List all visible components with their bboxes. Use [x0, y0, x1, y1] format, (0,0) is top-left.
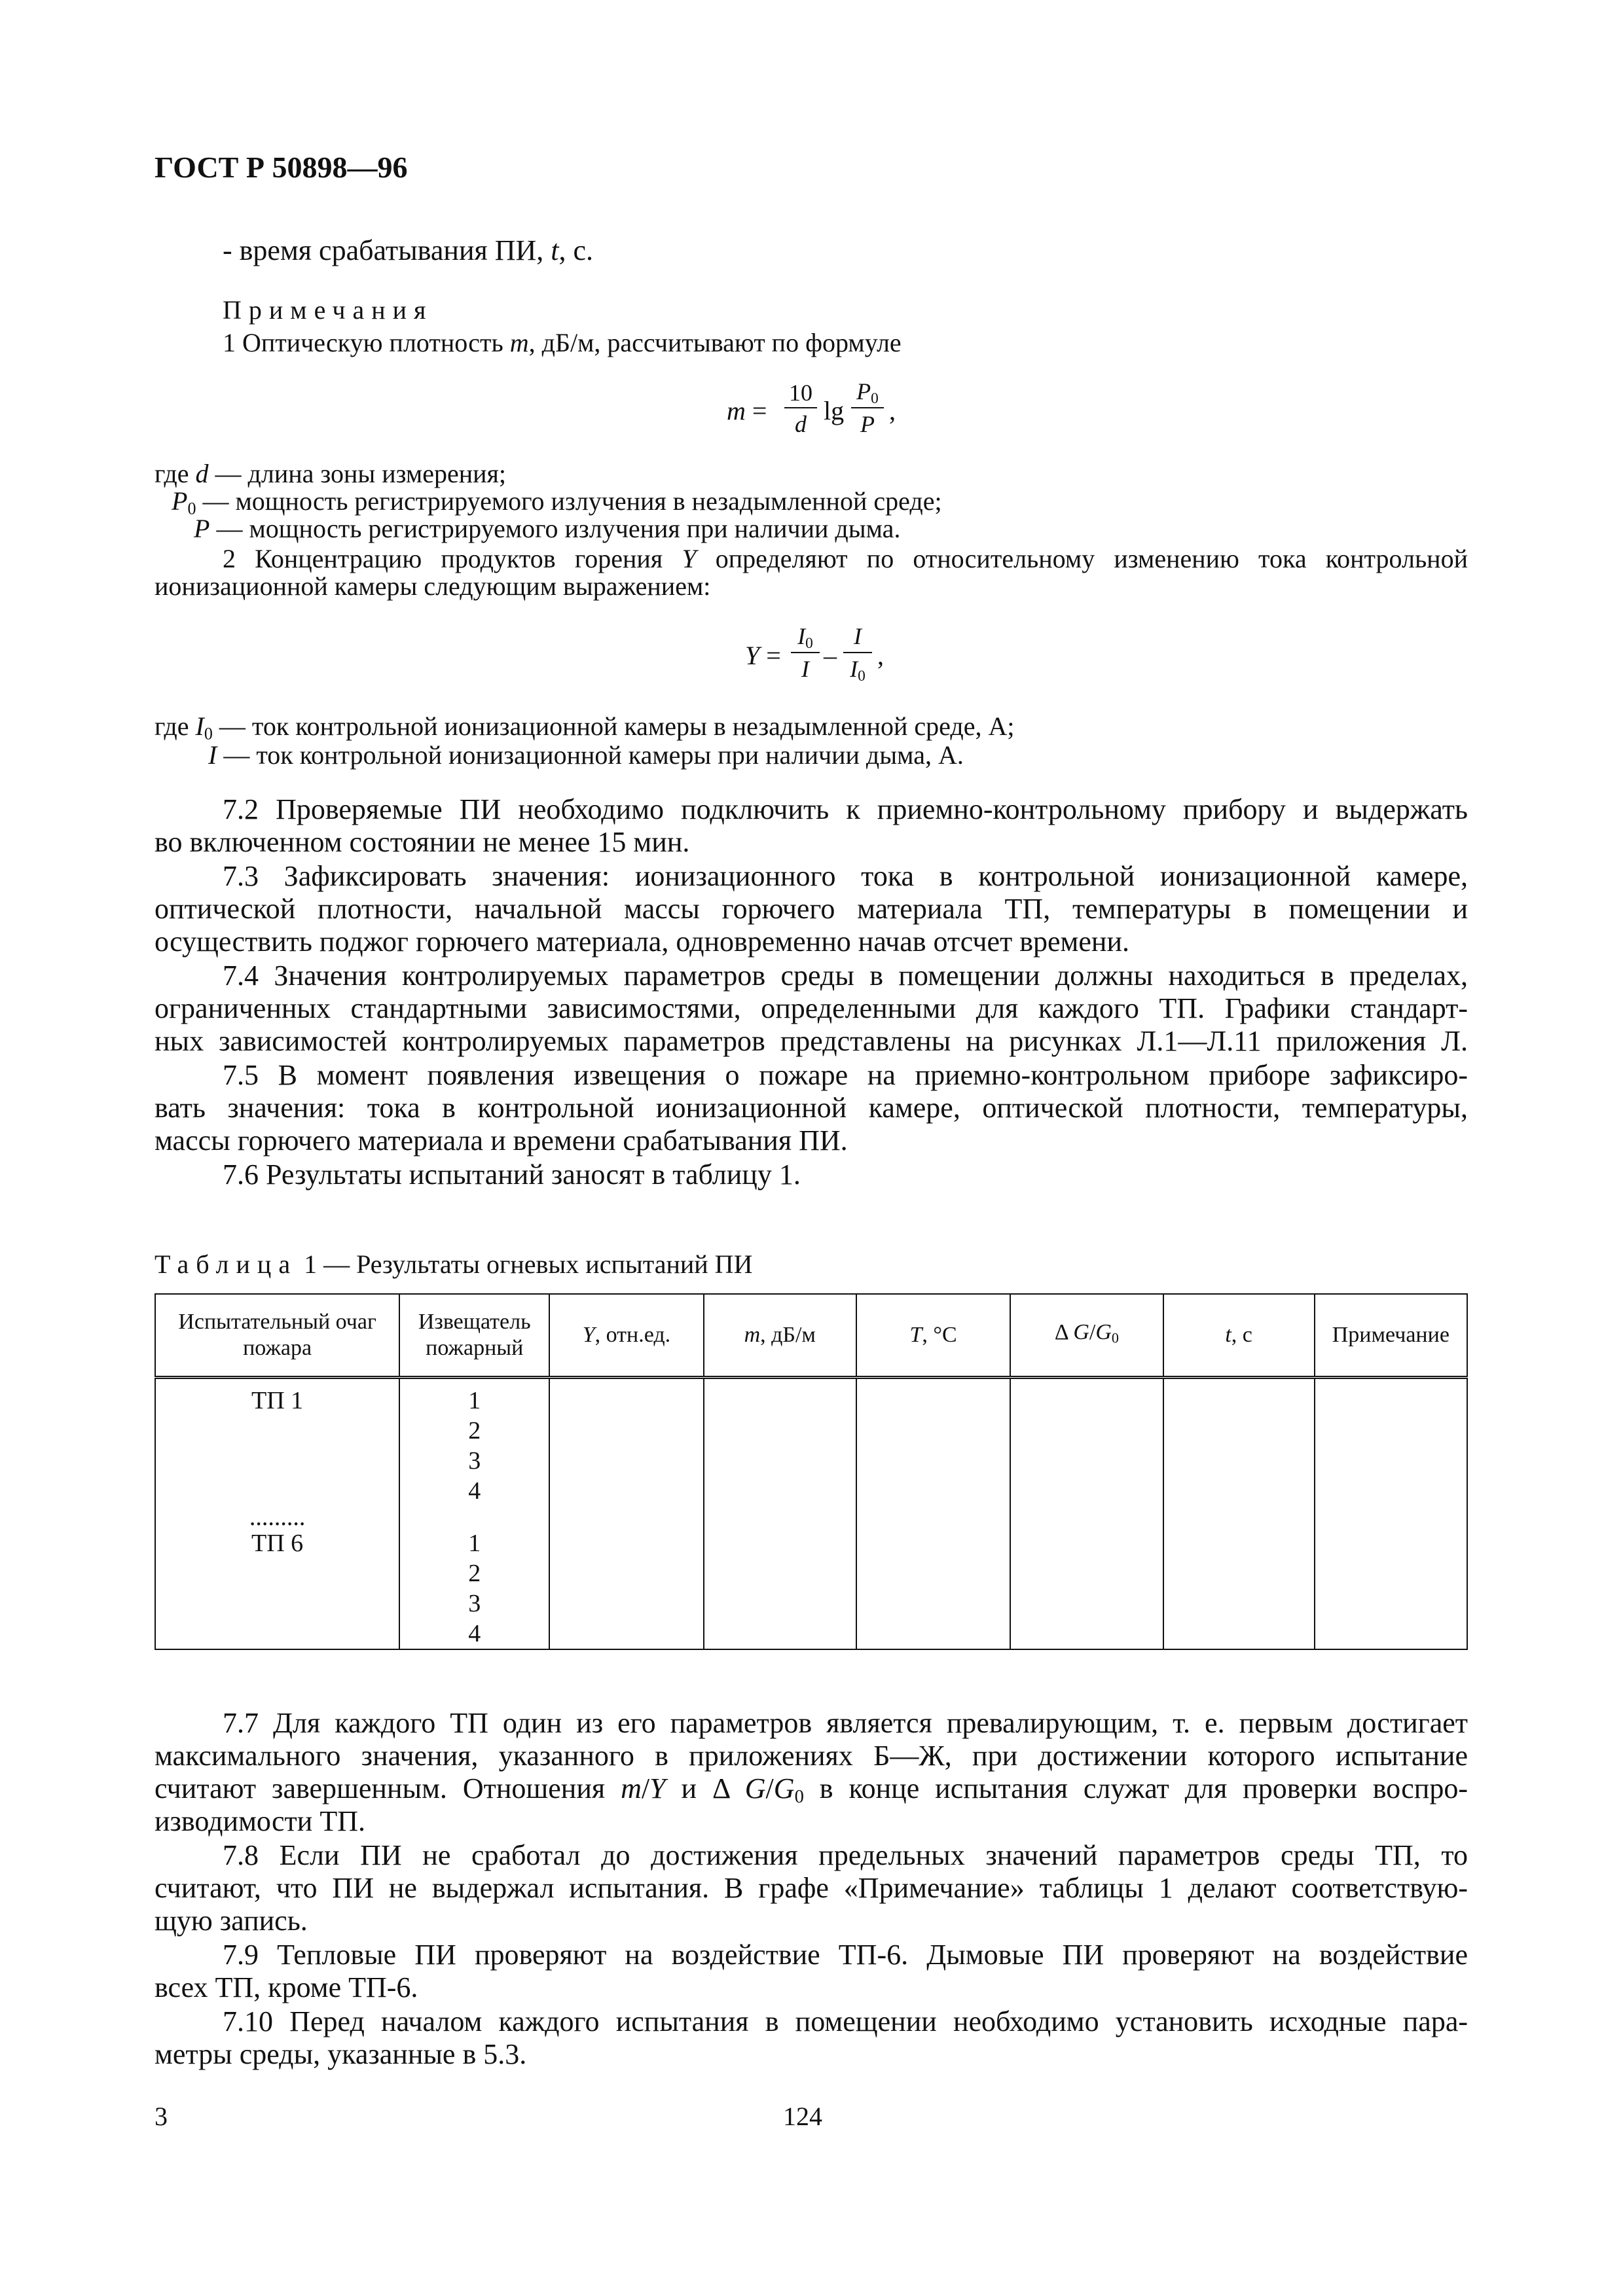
empty-cell: [549, 1378, 703, 1650]
where-p: P — мощность регистрируемого излучения при наличии дыма.: [194, 514, 901, 543]
table-caption: Таблица 1 — Результаты огневых испытаний ПИ: [155, 1249, 753, 1279]
para-7-8-line-1: 7.8 Если ПИ не сработал до достижения предельных значений параметров среды ТП, то: [223, 1839, 1468, 1871]
empty-cell: [856, 1378, 1010, 1650]
header-detector: Извещатель пожарный: [399, 1294, 549, 1378]
para-7-3-line-3: осуществить поджог горючего материала, одновременно начав отсчет времени.: [155, 925, 1130, 958]
para-7-10-line-1: 7.10 Перед началом каждого испытания в помещении необходимо установить исходные пара-: [223, 2005, 1468, 2037]
where-i0: где $I_0$ — ток контрольной ионизационной камеры в незадымленной среде, А;: [155, 711, 1015, 744]
para-7-5-line-1: 7.5 В момент появления извещения о пожаре на приемно-контрольном приборе зафиксиро-: [223, 1059, 1468, 1091]
para-7-4-line-3: ных зависимостей контролируемых параметров представлены на рисунках Л.1—Л.11 приложения Л.: [155, 1025, 1468, 1057]
header-note: Примечание: [1315, 1294, 1467, 1378]
note-2-line-2: ионизационной камеры следующим выражением:: [155, 571, 711, 601]
notes-heading: Примечания: [223, 295, 433, 325]
empty-cell: [1163, 1378, 1315, 1650]
para-7-2-line-2: во включенном состоянии не менее 15 мин.: [155, 826, 690, 858]
para-7-5-line-2: вать значения: тока в контрольной ионизационной камере, оптической плотности, температуры,: [155, 1092, 1468, 1124]
para-7-10-line-2: метры среды, указанные в 5.3.: [155, 2038, 527, 2070]
para-7-5-line-3: массы горючего материала и времени срабатывания ПИ.: [155, 1124, 848, 1157]
intro-line: - время срабатывания ПИ, t, с.: [223, 234, 594, 266]
para-7-3-line-2: оптической плотности, начальной массы горючего материала ТП, температуры в помещении и: [155, 893, 1468, 925]
header-m: m, дБ/м: [704, 1294, 856, 1378]
para-7-8-line-3: щую запись.: [155, 1905, 308, 1937]
empty-cell: [1010, 1378, 1163, 1650]
page-number: 124: [783, 2102, 822, 2131]
table-row: [155, 1378, 1467, 1650]
header-test-focus: Испытательный очаг пожара: [155, 1294, 399, 1378]
header-t: T, °C: [856, 1294, 1010, 1378]
focus-cell: ТП 1 ......... ТП 6: [155, 1378, 399, 1650]
para-7-7-line-1: 7.7 Для каждого ТП один из его параметров является превалирующим, т. е. первым достигает: [223, 1707, 1468, 1739]
para-7-4-line-1: 7.4 Значения контролируемых параметров среды в помещении должны находиться в пределах,: [223, 960, 1468, 992]
where-p0: $P_0$ — мощность регистрируемого излучения в незадымленной среде;: [172, 486, 942, 518]
para-7-8-line-2: считают, что ПИ не выдержал испытания. В графе «Примечание» таблицы 1 делают соответствую-: [155, 1872, 1468, 1904]
para-7-6: 7.6 Результаты испытаний заносят в таблицу 1.: [223, 1158, 801, 1191]
document-header: ГОСТ Р 50898—96: [155, 151, 408, 184]
header-mass-ratio: Δ $G/G_0$: [1010, 1294, 1163, 1378]
header-y: Y, отн.ед.: [549, 1294, 703, 1378]
para-7-7-line-3: считают завершенным. Отношения m/Y и Δ $G/G_0$ в конце испытания служат для проверки воспро-: [155, 1772, 1468, 1808]
table-header-row: [155, 1294, 1467, 1378]
para-7-2-line-1: 7.2 Проверяемые ПИ необходимо подключить к приемно-контрольному прибору и выдержать: [223, 793, 1468, 825]
document-page: ГОСТ Р 50898—96 - время срабатывания ПИ, t, с. Примечания 1 Оптическую плотность m, дБ/м, рассчитывают по формуле m = 10 d lg $P_0$ P , где d — длина зоны измерения; $P_0$ — мощность регистрируемого излучения в незадымленной среде; P — мощность регистрируемого излучения при наличии дыма. 2 Концентрацию продуктов горения Y определяют по относительному изменению тока контрольной ионизационной камеры следующим выражением: Y = $I_0$ I – I $I_0$ , где $I_0$ — ток контрольной ионизационной камеры в незадымленной среде, А; I — ток контрольной ионизационной камеры при наличии дыма, А. 7.2 Проверяемые ПИ необходимо подключить к приемно-контрольному прибору и выдержать во включенном состоянии не менее 15 мин. 7.3 Зафиксировать значения: ионизационного тока в контрольной ионизационной камере, оптической плотности, начальной массы горючего материала ТП, температуры в помещении и осуществить поджог горючего материала, одновременно начав отсчет времени. 7.4 Значения контролируемых параметров среды в помещении должны находиться в пределах, ограниченных стандартными зависимостями, определенными для каждого ТП. Графики стандарт- ных зависимостей контролируемых параметров представлены на рисунках Л.1—Л.11 приложения Л. 7.5 В момент появления извещения о пожаре на приемно-контрольном приборе зафиксиро- вать значения: тока в контрольной ионизационной камере, оптической плотности, температуры, массы горючего материала и времени срабатывания ПИ. 7.6 Результаты испытаний заносят в таблицу 1. Таблица 1 — Результаты огневых испытаний ПИ Испытательный очаг пожара Извещатель пожарный Y, отн.ед. m, дБ/м T, °C Δ $G/G_0$ t, с Примечание ТП 1 ......... ТП 6 1 2 3 4 1 2 3 4 7.7 Для каждого ТП один из его параметров является превалирующим, т. е. первым достигает максимального значения, указанного в приложениях Б—Ж, при достижении которого испытание считают завершенным. Отношения m/Y и Δ $G/G_0$ в конце испытания служат для проверки воспро- изводимости ТП. 7.8 Если ПИ не сработал до достижения предельных значений параметров среды ТП, то считают, что ПИ не выдержал испытания. В графе «Примечание» таблицы 1 делают соответствую- щую запись. 7.9 Тепловые ПИ проверяют на воздействие ТП-6. Дымовые ПИ проверяют на воздействие всех ТП, кроме ТП-6. 7.10 Перед началом каждого испытания в помещении необходимо установить исходные пара- метры среды, указанные в 5.3. 3 124: [155, 151, 1468, 2131]
para-7-4-line-2: ограниченных стандартными зависимостями, определенными для каждого ТП. Графики стандарт-: [155, 992, 1468, 1024]
para-7-9-line-2: всех ТП, кроме ТП-6.: [155, 1971, 418, 2003]
footer-left-number: 3: [155, 2102, 168, 2131]
para-7-9-line-1: 7.9 Тепловые ПИ проверяют на воздействие ТП-6. Дымовые ПИ проверяют на воздействие: [223, 1939, 1468, 1971]
where-d: где d — длина зоны измерения;: [155, 459, 507, 488]
empty-cell: [1315, 1378, 1467, 1650]
where-i: I — ток контрольной ионизационной камеры при наличии дыма, А.: [208, 740, 964, 770]
header-time: t, с: [1163, 1294, 1315, 1378]
detector-cell: 1 2 3 4 1 2 3 4: [399, 1378, 549, 1650]
para-7-7-line-2: максимального значения, указанного в приложениях Б—Ж, при достижении которого испытание: [155, 1740, 1468, 1772]
empty-cell: [704, 1378, 856, 1650]
para-7-7-line-4: изводимости ТП.: [155, 1805, 365, 1837]
results-table: [155, 1293, 1468, 1650]
note-2-line-1: 2 Концентрацию продуктов горения Y определяют по относительному изменению тока контрольной: [223, 544, 1468, 573]
note-1: 1 Оптическую плотность m, дБ/м, рассчитывают по формуле: [223, 328, 902, 357]
para-7-3-line-1: 7.3 Зафиксировать значения: ионизационного тока в контрольной ионизационной камере,: [223, 860, 1468, 892]
